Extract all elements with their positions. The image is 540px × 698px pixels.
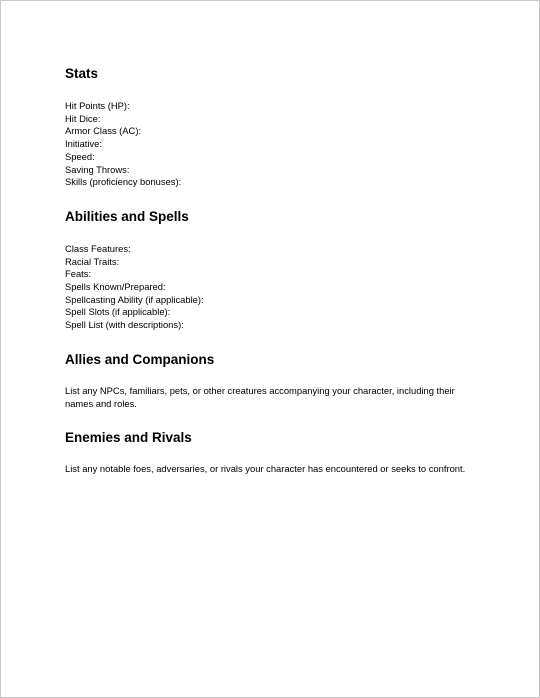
enemies-description: List any notable foes, adversaries, or rivals your character has encountered or seeks to confront. <box>65 463 466 475</box>
ability-line-spells-known: Spells Known/Prepared: <box>65 281 166 293</box>
stat-line-initiative: Initiative: <box>65 138 102 150</box>
abilities-heading: Abilities and Spells <box>65 208 189 224</box>
abilities-section <box>65 208 485 332</box>
ability-line-feats: Feats: <box>65 268 92 280</box>
stat-line-armor-class: Armor Class (AC): <box>65 125 142 137</box>
stats-list <box>65 100 485 189</box>
enemies-heading: Enemies and Rivals <box>65 430 192 446</box>
enemies-section <box>65 429 485 476</box>
allies-section <box>65 351 485 410</box>
abilities-list <box>65 243 485 332</box>
allies-heading: Allies and Companions <box>65 351 215 367</box>
stat-line-hit-points: Hit Points (HP): <box>65 100 130 111</box>
ability-line-racial-traits: Racial Traits: <box>65 255 120 267</box>
ability-line-spellcasting-ability: Spellcasting Ability (if applicable): <box>65 293 204 305</box>
ability-line-spell-slots: Spell Slots (if applicable): <box>65 306 171 318</box>
stat-line-speed: Speed: <box>65 150 95 162</box>
stats-section <box>65 65 485 189</box>
ability-line-class-features: Class Features: <box>65 242 131 254</box>
stat-line-saving-throws: Saving Throws: <box>65 163 130 175</box>
stat-line-skills: Skills (proficiency bonuses): <box>65 176 182 188</box>
document-content <box>65 65 485 476</box>
stat-line-hit-dice: Hit Dice: <box>65 112 101 124</box>
stats-heading: Stats <box>65 66 99 81</box>
allies-description: List any NPCs, familiars, pets, or other creatures accompanying your character, including their names and roles. <box>65 384 455 409</box>
ability-line-spell-list: Spell List (with descriptions): <box>65 319 184 331</box>
